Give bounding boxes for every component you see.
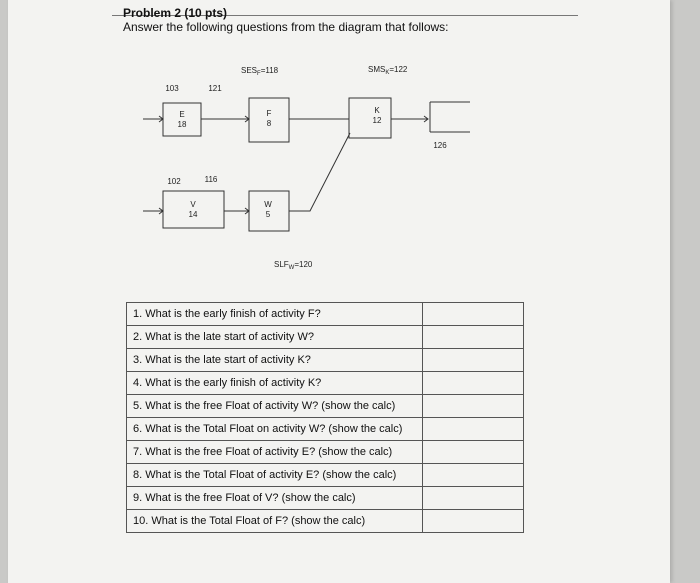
activity-k-name: K	[374, 106, 380, 115]
problem-instruction: Answer the following questions from the diagram that follows:	[123, 20, 449, 34]
question-text: 6. What is the Total Float on activity W? (show the calc)	[127, 418, 423, 441]
question-text: 3. What is the late start of activity K?	[127, 349, 423, 372]
question-text: 10. What is the Total Float of F? (show the calc)	[127, 510, 423, 533]
answer-cell[interactable]	[423, 303, 524, 326]
question-text: 1. What is the early finish of activity F?	[127, 303, 423, 326]
table-row	[127, 326, 524, 349]
activity-f-duration: 8	[266, 119, 272, 128]
question-text: 9. What is the free Float of V? (show the calc)	[127, 487, 423, 510]
question-text: 8. What is the Total Float of activity E? (show the calc)	[127, 464, 423, 487]
ses-f-annotation	[241, 66, 279, 77]
answer-cell[interactable]	[423, 372, 524, 395]
project-end-time: 126	[433, 141, 447, 150]
table-row	[127, 418, 524, 441]
activity-w-duration: 5	[265, 210, 271, 219]
questions-table	[126, 302, 524, 533]
activity-box-k	[349, 98, 391, 138]
answer-cell[interactable]	[423, 395, 524, 418]
activity-v-finish: 116	[204, 175, 218, 184]
question-text: 4. What is the early finish of activity K?	[127, 372, 423, 395]
activity-v-duration: 14	[188, 210, 198, 219]
activity-v-start: 102	[167, 177, 181, 186]
slf-w-subscript: W	[288, 265, 295, 271]
ses-f-subscript: F	[257, 71, 261, 77]
answer-cell[interactable]	[423, 349, 524, 372]
table-row	[127, 487, 524, 510]
activity-k-duration: 12	[372, 116, 382, 125]
table-row	[127, 372, 524, 395]
problem-title: Problem 2 (10 pts)	[123, 6, 228, 20]
answer-cell[interactable]	[423, 326, 524, 349]
activity-e-finish: 121	[208, 84, 222, 93]
table-row	[127, 510, 524, 533]
answer-cell[interactable]	[423, 510, 524, 533]
table-row	[127, 441, 524, 464]
sms-k-subscript: K	[385, 70, 390, 76]
answer-cell[interactable]	[423, 418, 524, 441]
answer-cell[interactable]	[423, 487, 524, 510]
ses-f-value: =118	[260, 66, 279, 75]
table-row	[127, 303, 524, 326]
question-text: 7. What is the free Float of activity E? (show the calc)	[127, 441, 423, 464]
sms-k-label: SMS	[368, 65, 386, 74]
activity-f-name: F	[266, 109, 272, 118]
table-row	[127, 464, 524, 487]
activity-v-name: V	[190, 200, 196, 209]
activity-e-duration: 18	[177, 120, 187, 129]
connector-w-to-k	[289, 133, 350, 211]
slf-w-annotation	[274, 260, 313, 271]
slf-w-value: =120	[294, 260, 313, 269]
table-row	[127, 349, 524, 372]
activity-e-start: 103	[165, 84, 179, 93]
question-text: 5. What is the free Float of activity W? (show the calc)	[127, 395, 423, 418]
activity-w-name: W	[264, 200, 272, 209]
sms-k-value: =122	[389, 65, 408, 74]
sms-k-annotation	[368, 65, 408, 76]
answer-cell[interactable]	[423, 441, 524, 464]
slf-w-label: SLF	[274, 260, 289, 269]
table-row	[127, 395, 524, 418]
ses-f-label: SES	[241, 66, 258, 75]
answer-cell[interactable]	[423, 464, 524, 487]
question-text: 2. What is the late start of activity W?	[127, 326, 423, 349]
activity-e-name: E	[179, 110, 185, 119]
